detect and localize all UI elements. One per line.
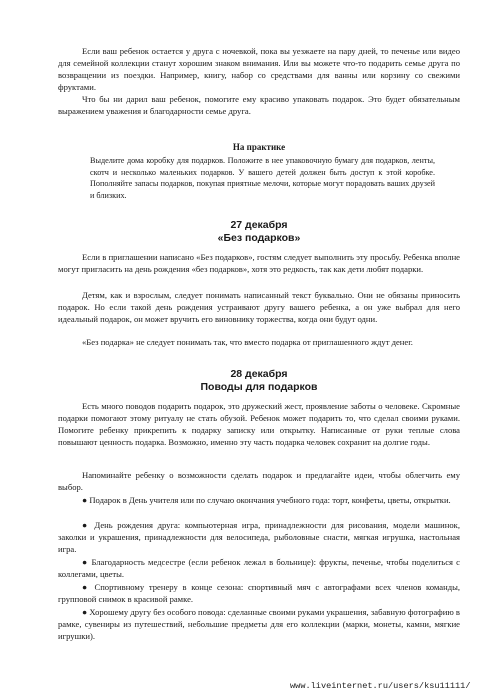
dec28-paragraph-2: Напоминайте ребенку о возможности сделать подарок и предлагайте идеи, чтобы облегчить ему выбор. — [58, 470, 460, 493]
practice-heading: На практике — [232, 142, 286, 152]
dec28-title: Поводы для подарков — [200, 381, 318, 393]
dec27-title: «Без подарков» — [217, 232, 301, 244]
list-item: ● Подарок в День учителя или по случаю окончания учебного года: торт, конфеты, цветы, открытки. — [82, 495, 451, 505]
dec27-date: 27 декабря — [230, 219, 288, 231]
practice-text: Выделите дома коробку для подарков. Положите в нее упаковочную бумагу для подарков, ленты, скотч и несколько маленьких подарков. У вашего детей должен быть доступ к этой коробке. Пополняйте запасы подарков, покупая приятные мелочи, которые могут порадовать ваших друзей и близких. — [90, 156, 435, 200]
dec27-paragraph-2: Детям, как и взрослым, следует понимать написанный текст буквально. Они не обязаны приносить подарок. Но если такой день рождения устраивают другу вашего ребенка, а он уже выбрал для него идеальный подарок, он может вручить его виновнику торжества, когда они будут одни. — [58, 290, 460, 325]
intro-paragraph-2: Что бы ни дарил ваш ребенок, помогите ему красиво упаковать подарок. Это будет обязательным выражением уважения и благодарности семье друга. — [58, 94, 460, 117]
list-item: ● Хорошему другу без особого повода: сделанные своими руками украшения, забавную фотографию в рамке, сувениры из путешествий, небольшие предметы для его коллекции (марки, монеты, камни, мягкие игрушки). — [58, 607, 460, 642]
intro-paragraph-1: Если ваш ребенок остается у друга с ночевкой, пока вы уезжаете на пару дней, то печенье или видео для семейной коллекции станут хорошим знаком внимания. Или вы можете что-то подарить семье друга по возвращении из поездки. Например, книгу, набор со средствами для ванны или корзину со свежими фруктами. — [58, 46, 460, 93]
list-item: ● Спортивному тренеру в конце сезона: спортивный мяч с автографами всех членов команды, групповой снимок в красивой рамке. — [58, 582, 460, 605]
dec28-date: 28 декабря — [230, 368, 288, 380]
dec27-paragraph-3: «Без подарка» не следует понимать так, что вместо подарка от приглашенного ждут денег. — [82, 337, 413, 347]
dec28-paragraph-1: Есть много поводов подарить подарок, это дружеский жест, проявление заботы о человеке. Скромные подарки помогают этому ритуалу не стать обузой. Ребенок может подарить то, что сделал своими руками. Помогите ребенку прикрепить к подарку записку или открытку. Написанные от руки теплые слова повышают ценность подарка. Возможно, именно эту часть подарка человек сохранит на долгие годы. — [58, 401, 460, 448]
list-item: ● Благодарность медсестре (если ребенок лежал в больнице): фрукты, печенье, чтобы поделиться с коллегами, цветы. — [58, 557, 460, 580]
list-item: ● День рождения друга: компьютерная игра, принадлежности для рисования, модели машинок, заколки и украшения, принадлежности для велосипеда, рыболовные снасти, мягкая игрушка, настольная игра. — [58, 520, 460, 555]
footer-url: www.liveinternet.ru/users/ksu11111/ — [290, 681, 471, 691]
dec27-paragraph-1: Если в приглашении написано «Без подарков», гостям следует выполнить эту просьбу. Ребенка вполне могут пригласить на день рождения «без подарков», хотя это редкость, так как дети любят подарки. — [58, 252, 460, 275]
